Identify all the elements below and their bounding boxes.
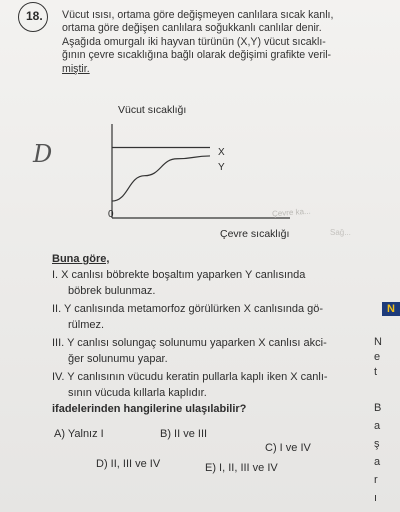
- option-b[interactable]: B) II ve III: [160, 428, 208, 440]
- intro-line: ortama göre değişen canlılara soğukkanlı canlılar denir.: [62, 22, 322, 35]
- chart-svg: [90, 118, 330, 248]
- chart: [90, 118, 330, 248]
- statement-line: II. Y canlısında metamorfoz görülürken X canlısında gö-: [52, 303, 324, 315]
- chart-ylabel: Vücut sıcaklığı: [118, 104, 187, 116]
- side-letter: B: [374, 402, 382, 414]
- statement-line: III. Y canlısı solungaç solunumu yaparken X canlısı akci-: [52, 337, 327, 349]
- intro-line: miştir.: [62, 62, 90, 75]
- intro-line: Vücut ısısı, ortama göre değişmeyen canlılara sıcak kanlı,: [62, 9, 334, 21]
- statement-line: IV. Y canlısının vücudu keratin pullarla kaplı iken X canlı-: [52, 371, 328, 383]
- statement-line: rülmez.: [68, 319, 105, 331]
- side-letter: r: [374, 474, 378, 486]
- statements-lead: Buna göre,: [52, 253, 110, 265]
- handwritten-mark: D: [33, 140, 53, 168]
- series-label-x: X: [218, 147, 225, 158]
- option-e[interactable]: E) I, II, III ve IV: [205, 462, 278, 474]
- statements-prompt: ifadelerinden hangilerine ulaşılabilir?: [52, 403, 247, 415]
- intro-line: ğının çevre sıcaklığına bağlı olarak değişimi grafikte veril-: [62, 49, 332, 62]
- faint-pencil-note: Sağ...: [330, 228, 351, 237]
- statement-line: böbrek bulunmaz.: [68, 285, 156, 297]
- option-a[interactable]: A) Yalnız I: [54, 428, 104, 440]
- option-d[interactable]: D) II, III ve IV: [96, 458, 161, 470]
- question-number: 18.: [26, 9, 43, 23]
- statement-line: I. X canlısı böbrekte boşaltım yaparken Y canlısında: [52, 269, 306, 281]
- series-label-y: Y: [218, 162, 225, 173]
- faint-pencil-note: Çevre ka...: [271, 206, 311, 219]
- side-letter: N: [374, 336, 382, 348]
- intro-line: Aşağıda omurgalı iki hayvan türünün (X,Y) vücut sıcaklı-: [62, 35, 326, 48]
- side-letter: ı: [374, 492, 378, 504]
- option-c[interactable]: C) I ve IV: [265, 442, 311, 454]
- series-line-y: [112, 156, 210, 201]
- side-letter: a: [374, 420, 381, 432]
- question-intro: [62, 9, 382, 76]
- chart-origin-label: 0: [108, 209, 114, 220]
- publisher-tab: N: [382, 302, 400, 316]
- statement-line: ğer solunumu yapar.: [68, 353, 168, 365]
- side-letter: ş: [374, 438, 380, 450]
- side-letter: a: [374, 456, 381, 468]
- side-letter: t: [374, 366, 378, 378]
- side-letter: e: [374, 351, 381, 363]
- statement-line: sının vücuda kıllarla kaplıdır.: [68, 387, 207, 399]
- chart-xlabel: Çevre sıcaklığı: [220, 228, 290, 240]
